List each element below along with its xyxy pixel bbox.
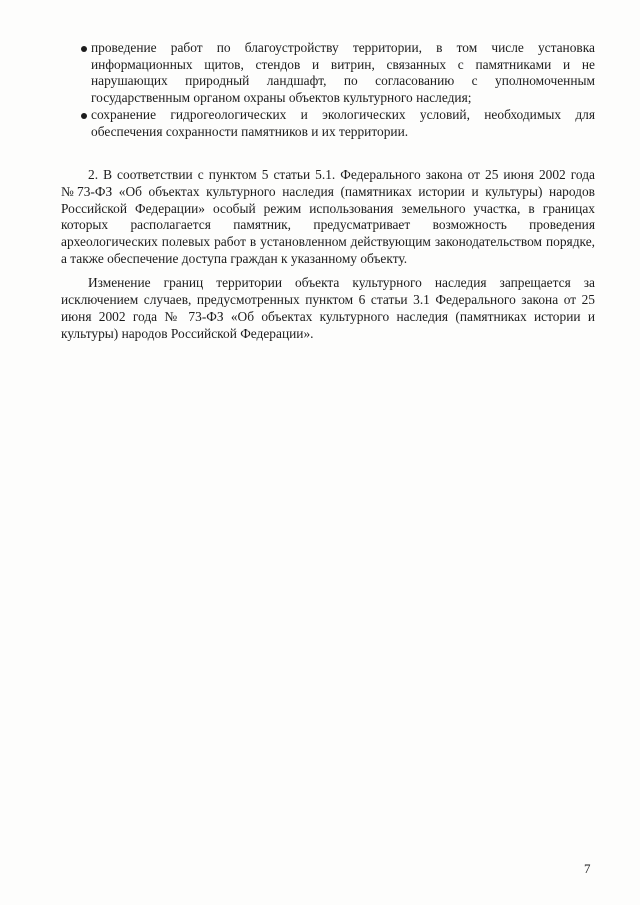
list-item	[61, 40, 595, 107]
bullet-text: сохранение гидрогеологических и экологических условий, необходимых для обеспечения сохранности памятников и их территории.	[91, 106, 595, 139]
bullet-list	[61, 40, 595, 140]
paragraph-section-2: 2. В соответствии с пунктом 5 статьи 5.1. Федерального закона от 25 июня 2002 года №73-ФЗ «Об объектах культурного наследия (памятниках истории и культуры) народов Российской Федерации» особый режим использования земельного участка, в границах которых располагается памятник, предусматривает возможность проведения археологических полевых работ в установленном действующим законодательством порядке, а также обеспечение доступа граждан к указанному объекту.	[61, 167, 595, 266]
bullet-icon	[81, 46, 87, 52]
list-item	[61, 107, 595, 140]
document-body	[61, 40, 595, 342]
page-number: 7	[584, 861, 591, 876]
paragraph-boundary-change: Изменение границ территории объекта культурного наследия запрещается за исключением случаев, предусмотренных пунктом 6 статьи 3.1 Федерального закона от 25 июня 2002 года № 73-ФЗ «Об объектах культурного наследия (памятниках истории и культуры) народов Российской Федерации».	[61, 275, 595, 341]
bullet-icon	[81, 113, 87, 119]
bullet-text: проведение работ по благоустройству территории, в том числе установка информационных щитов, стендов и витрин, связанных с памятниками и не нарушающих природный ландшафт, по согласованию с уполномоченным государственным органом охраны объектов культурного наследия;	[91, 40, 595, 106]
